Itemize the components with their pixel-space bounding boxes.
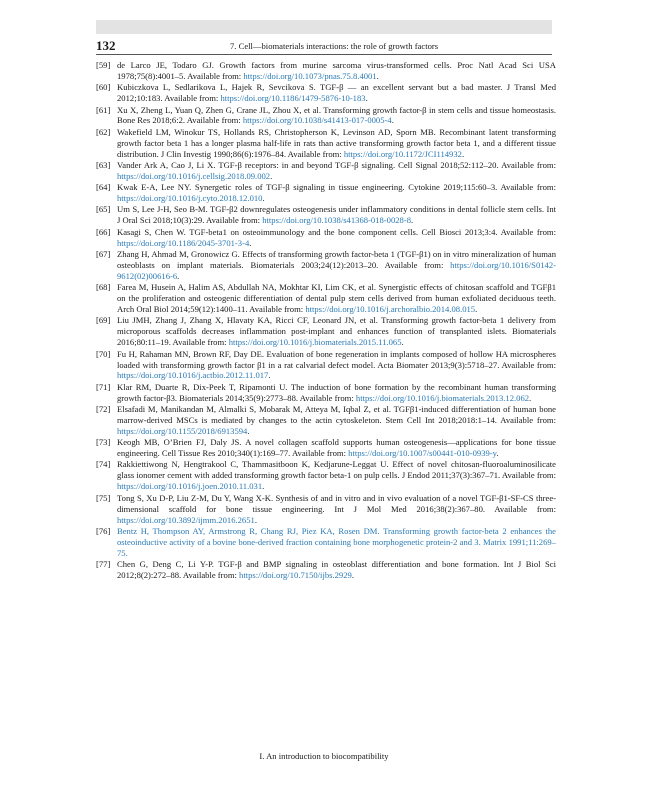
reference-number: [62]	[96, 126, 111, 137]
reference-text: Kasagi S, Chen W. TGF-beta1 on osteoimmunology and the bone component cells. Cell Biosci 2013;3:4. Available from:	[117, 226, 556, 237]
doi-link[interactable]: https://doi.org/10.1016/j.cellsig.2018.09.002	[117, 170, 271, 181]
doi-link[interactable]: https://doi.org/10.1172/JCI114932	[343, 148, 462, 159]
reference-number: [66]	[96, 226, 111, 237]
reference-text: de Larco JE, Todaro GJ. Growth factors from murine sarcoma virus-transformed cells. Proc Natl Acad Sci USA 1978;75(8):4001–5. Available from:	[117, 60, 556, 81]
reference-number: [61]	[96, 104, 111, 115]
reference-text: Klar RM, Duarte R, Dix-Peek T, Ripamonti U. The induction of bone formation by the recombinant human transforming growth factor-β3. Biomaterials 2014;35(9):2773–88. Available from:	[117, 381, 556, 403]
page-footer: I. An introduction to biocompatibility	[259, 751, 389, 761]
doi-link[interactable]: https://doi.org/10.1016/j.archoralbio.2014.08.015	[305, 304, 476, 315]
reference-item: [60] Kubiczkova L, Sedlarikova L, Hajek R, Sevcikova S. TGF-β — an excellent servant but a bad master. J Transl Med 2012;10:183. Available from: https://doi.org/10.1186/1479-5876-10-183.	[96, 82, 556, 104]
doi-link[interactable]: https://doi.org/10.1016/j.cyto.2018.12.010	[117, 193, 263, 204]
reference-item: [77] Chen G, Deng C, Li Y-P. TGF-β and BMP signaling in osteoblast differentiation and bone formation. Int J Biol Sci 2012;8(2):272–88. Available from: https://doi.org/10.7150/ijbs.2929.	[96, 559, 556, 581]
reference-number: [77]	[96, 559, 111, 570]
reference-text: Zhang H, Ahmad M, Gronowicz G. Effects of transforming growth factor-beta 1 (TGF-β1) on in vitro mineralization of human osteoblasts on implant materials. Biomaterials 2003;24(12):2013–20. Available from:	[117, 248, 556, 270]
reference-text: Farea M, Husein A, Halim AS, Abdullah NA, Mokhtar KI, Lim CK, et al. Synergistic effects of chitosan scaffold and TGFβ1 on the proliferation and osteogenic differentiation of dental pulp stem cells derived from human exfoliated deciduous teeth. Arch Oral Biol 2014;59(12):1400–11. Available from:	[117, 282, 556, 315]
reference-item: [71] Klar RM, Duarte R, Dix-Peek T, Ripamonti U. The induction of bone formation by the recombinant human transforming growth factor-β3. Biomaterials 2014;35(9):2773–88. Available from: https://doi.org/10.1016/j.biomaterials.2013.12.062.	[96, 381, 556, 403]
reference-text: Kubiczkova L, Sedlarikova L, Hajek R, Sevcikova S. TGF-β — an excellent servant but a bad master. J Transl Med 2012;10:183. Available from:	[117, 82, 556, 104]
reference-number: [75]	[96, 492, 111, 503]
doi-link[interactable]: https://doi.org/10.1007/s00441-010-0939-y	[348, 448, 497, 459]
reference-number: [64]	[96, 182, 111, 193]
doi-link[interactable]: https://doi.org/10.1155/2018/6913594	[117, 425, 248, 436]
doi-link[interactable]: https://doi.org/10.1186/2045-3701-3-4	[117, 237, 250, 248]
reference-number: [76]	[96, 525, 111, 536]
reference-text: Chen G, Deng C, Li Y-P. TGF-β and BMP signaling in osteoblast differentiation and bone formation. Int J Biol Sci 2012;8(2):272–88. Available from:	[117, 559, 556, 581]
reference-text: Wakefield LM, Winokur TS, Hollands RS, Christopherson K, Levinson AD, Sporn MB. Recombinant latent transforming growth factor beta 1 has a longer plasma half-life in rats than active transforming growth factor beta 1, and a different tissue distribution. J Clin Investig 1990;86(6):1976–84. Available from:	[117, 126, 556, 159]
page-header	[96, 38, 552, 55]
doi-link[interactable]: https://doi.org/10.7150/ijbs.2929	[239, 570, 352, 581]
doi-link[interactable]: https://doi.org/10.1038/s41413-017-0005-4	[242, 115, 392, 126]
doi-link[interactable]: https://doi.org/10.1073/pnas.75.8.4001	[243, 70, 377, 81]
reference-number: [70]	[96, 348, 111, 359]
reference-item: [61] Xu X, Zheng L, Yuan Q, Zhen G, Crane JL, Zhou X, et al. Transforming growth factor-β in stem cells and tissue homeostasis. Bone Res 2018;6:2. Available from: https://doi.org/10.1038/s41413-017-0005-4.	[96, 104, 556, 126]
reference-text: Elsafadi M, Manikandan M, Almalki S, Mobarak M, Atteya M, Iqbal Z, et al. TGFβ1-induced differentiation of human bone marrow-derived MSCs is mediated by changes to the actin cytoskeleton. Stem Cell Int 2018;2018:1–14. Available from:	[117, 404, 556, 425]
reference-text: Um S, Lee J-H, Seo B-M. TGF-β2 downregulates osteogenesis under inflammatory conditions in dental follicle stem cells. Int J Oral Sci 2018;10(3):29. Available from:	[117, 204, 556, 226]
reference-item: [64] Kwak E-A, Lee NY. Synergetic roles of TGF-β signaling in tissue engineering. Cytokine 2019;115:60–3. Available from: https://doi.org/10.1016/j.cyto.2018.12.010.	[96, 182, 556, 204]
running-title: 7. Cell—biomaterials interactions: the role of growth factors	[230, 41, 439, 51]
reference-item: [59] de Larco JE, Todaro GJ. Growth factors from murine sarcoma virus-transformed cells. Proc Natl Acad Sci USA 1978;75(8):4001–5. Available from: https://doi.org/10.1073/pnas.75.8.4001.	[96, 60, 556, 81]
reference-number: [63]	[96, 159, 111, 170]
reference-item: [63] Vander Ark A, Cao J, Li X. TGF-β receptors: in and beyond TGF-β signaling. Cell Signal 2018;52:112–20. Available from: https://doi.org/10.1016/j.cellsig.2018.09.002.	[96, 159, 556, 181]
reference-number: [69]	[96, 315, 111, 326]
reference-text: Rakkiettiwong N, Hengtrakool C, Thammasitboon K, Kedjarune-Leggat U. Effect of novel chitosan-fluoroaluminosilicate glass ionomer cement with added transforming growth factor beta-1 on pulp cells. J Endod 2011;37(3):367–71. Available from:	[117, 459, 556, 481]
top-bar	[96, 20, 552, 34]
doi-link[interactable]: https://doi.org/10.1038/s41368-018-0028-8	[262, 215, 412, 226]
reference-number: [68]	[96, 282, 111, 293]
reference-text: Xu X, Zheng L, Yuan Q, Zhen G, Crane JL, Zhou X, et al. Transforming growth factor-β in stem cells and tissue homeostasis. Bone Res 2018;6:2. Available from:	[117, 104, 556, 126]
reference-number: [60]	[96, 82, 111, 93]
reference-item: [68] Farea M, Husein A, Halim AS, Abdullah NA, Mokhtar KI, Lim CK, et al. Synergistic effects of chitosan scaffold and TGFβ1 on the proliferation and osteogenic differentiation of dental pulp stem cells derived from human exfoliated deciduous teeth. Arch Oral Biol 2014;59(12):1400–11. Available from: https://doi.org/10.1016/j.archoralbio.2014.08.015.	[96, 282, 556, 315]
reference-item[interactable]	[96, 526, 556, 559]
reference-item: [72] Elsafadi M, Manikandan M, Almalki S, Mobarak M, Atteya M, Iqbal Z, et al. TGFβ1-induced differentiation of human bone marrow-derived MSCs is mediated by changes to the actin cytoskeleton. Stem Cell Int 2018;2018:1–14. Available from: https://doi.org/10.1155/2018/6913594.	[96, 404, 556, 436]
reference-number: [73]	[96, 437, 111, 448]
reference-item: [75] Tong S, Xu D-P, Liu Z-M, Du Y, Wang X-K. Synthesis of and in vitro and in vivo evaluation of a novel TGF-β1-SF-CS three-dimensional scaffold for bone tissue engineering. Int J Mol Med 2016;38(2):367–80. Available from: https://doi.org/10.3892/ijmm.2016.2651.	[96, 492, 556, 525]
reference-text: Kwak E-A, Lee NY. Synergetic roles of TGF-β signaling in tissue engineering. Cytokine 2019;115:60–3. Available from:	[117, 182, 556, 193]
reference-number: [65]	[96, 204, 111, 215]
reference-text: Fu H, Rahaman MN, Brown RF, Day DE. Evaluation of bone regeneration in implants composed of hollow HA microspheres loaded with transforming growth factor β1 in a rat calvarial defect model. Acta Biomater 2013;9(3):5718–27. Available from:	[117, 348, 556, 370]
reference-item: [62] Wakefield LM, Winokur TS, Hollands RS, Christopherson K, Levinson AD, Sporn MB. Recombinant latent transforming growth factor beta 1 has a longer plasma half-life in rats than active transforming growth factor beta 1, and a different tissue distribution. J Clin Investig 1990;86(6):1976–84. Available from: https://doi.org/10.1172/JCI114932.	[96, 126, 556, 159]
page-number: 132	[96, 38, 116, 53]
doi-link[interactable]: https://doi.org/10.1016/j.joen.2010.11.031	[117, 481, 263, 492]
reference-text: Liu JMH, Zhang J, Zhang X, Hlavaty KA, Ricci CF, Leonard JN, et al. Transforming growth factor-beta 1 delivery from microporous scaffolds decreases inflammation post-implant and enhances function of transplanted islets. Biomaterials 2016;80:11–19. Available from:	[117, 315, 556, 348]
reference-number: [72]	[96, 404, 111, 415]
reference-number: [74]	[96, 459, 111, 470]
doi-link[interactable]: https://doi.org/10.1016/j.biomaterials.2013.12.062	[355, 392, 530, 403]
reference-number: [59]	[96, 60, 111, 70]
reference-text: Tong S, Xu D-P, Liu Z-M, Du Y, Wang X-K. Synthesis of and in vitro and in vivo evaluation of a novel TGF-β1-SF-CS three-dimensional scaffold for bone tissue engineering. Int J Mol Med 2016;38(2):367–80. Available from:	[117, 492, 556, 514]
doi-link[interactable]: https://doi.org/10.1186/1479-5876-10-183	[220, 93, 366, 104]
doi-link[interactable]: https://doi.org/10.3892/ijmm.2016.2651	[117, 514, 255, 525]
reference-number: [67]	[96, 248, 111, 259]
doi-link[interactable]: https://doi.org/10.1016/S0142-9612(02)00616-6	[117, 259, 556, 281]
reference-item: [65] Um S, Lee J-H, Seo B-M. TGF-β2 downregulates osteogenesis under inflammatory conditions in dental follicle stem cells. Int J Oral Sci 2018;10(3):29. Available from: https://doi.org/10.1038/s41368-018-0028-8.	[96, 204, 556, 226]
reference-item: [73] Keogh MB, O’Brien FJ, Daly JS. A novel collagen scaffold supports human osteogenesis—applications for bone tissue engineering. Cell Tissue Res 2010;340(1):169–77. Available from: https://doi.org/10.1007/s00441-010-0939-y.	[96, 437, 556, 459]
reference-text: Keogh MB, O’Brien FJ, Daly JS. A novel collagen scaffold supports human osteogenesis—applications for bone tissue engineering. Cell Tissue Res 2010;340(1):169–77. Available from:	[117, 437, 556, 459]
doi-link[interactable]: https://doi.org/10.1016/j.biomaterials.2015.11.065	[228, 337, 402, 348]
reference-number: [71]	[96, 381, 111, 392]
reference-item: [66] Kasagi S, Chen W. TGF-beta1 on osteoimmunology and the bone component cells. Cell Biosci 2013;3:4. Available from: https://doi.org/10.1186/2045-3701-3-4.	[96, 226, 556, 248]
reference-text[interactable]: Bentz H, Thompson AY, Armstrong R, Chang RJ, Piez KA, Rosen DM. Transforming growth factor-beta 2 enhances the osteoinductive activity of a bovine bone-derived fraction containing bone morphogenetic protein-2 and 3. Matrix 1991;11:269–75.	[117, 525, 556, 558]
reference-item: [70] Fu H, Rahaman MN, Brown RF, Day DE. Evaluation of bone regeneration in implants composed of hollow HA microspheres loaded with transforming growth factor β1 in a rat calvarial defect model. Acta Biomater 2013;9(3):5718–27. Available from: https://doi.org/10.1016/j.actbio.2012.11.017.	[96, 348, 556, 381]
reference-item: [74] Rakkiettiwong N, Hengtrakool C, Thammasitboon K, Kedjarune-Leggat U. Effect of novel chitosan-fluoroaluminosilicate glass ionomer cement with added transforming growth factor beta-1 on pulp cells. J Endod 2011;37(3):367–71. Available from: https://doi.org/10.1016/j.joen.2010.11.031.	[96, 459, 556, 492]
doi-link[interactable]: https://doi.org/10.1016/j.actbio.2012.11.017	[117, 370, 269, 381]
reference-item: [67] Zhang H, Ahmad M, Gronowicz G. Effects of transforming growth factor-beta 1 (TGF-β1) on in vitro mineralization of human osteoblasts on implant materials. Biomaterials 2003;24(12):2013–20. Available from: https://doi.org/10.1016/S0142-9612(02)00616-6.	[96, 248, 556, 281]
reference-item: [69] Liu JMH, Zhang J, Zhang X, Hlavaty KA, Ricci CF, Leonard JN, et al. Transforming growth factor-beta 1 delivery from microporous scaffolds decreases inflammation post-implant and enhances function of transplanted islets. Biomaterials 2016;80:11–19. Available from: https://doi.org/10.1016/j.biomaterials.2015.11.065.	[96, 315, 556, 348]
reference-list	[96, 60, 556, 581]
reference-text: Vander Ark A, Cao J, Li X. TGF-β receptors: in and beyond TGF-β signaling. Cell Signal 2018;52:112–20. Available from:	[117, 159, 556, 170]
